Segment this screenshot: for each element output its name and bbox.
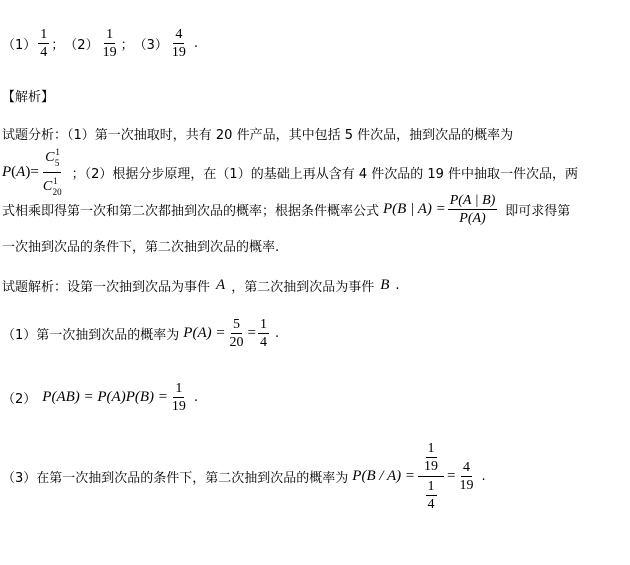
- conditional-lhs: P(B | A) =: [383, 201, 446, 217]
- analysis-line-2-text: ；（2）根据分步原理，在（1）的基础上再从含有 4 件次品的 19 件中抽取一件次品，两: [71, 167, 579, 182]
- solution-step-3: （3）在第一次抽到次品的条件下，第二次抽到次品的概率为 P(B / A) = 1 19 1 4 = $\frac{4}{19}$ .: [2, 441, 486, 512]
- answer-3-label: （3）: [133, 38, 168, 53]
- solution-step-1: （1）第一次抽到次品的概率为 P(A) = $\frac{5}{20}$ = $\frac{1}{4}$ .: [2, 317, 280, 350]
- answers-end: .: [193, 36, 199, 51]
- separator: ；: [51, 38, 65, 53]
- step-1-result: $\frac{1}{4}$: [259, 317, 267, 350]
- step-3-compound-fraction: 1 19 1 4: [418, 440, 444, 513]
- answers-line: [2, 26, 198, 61]
- answer-1-label: （1）: [2, 38, 37, 53]
- analysis-line-4: 一次抽到次品的条件下，第二次抽到次品的概率.: [2, 240, 280, 255]
- solution-intro: 试题解析：设第一次抽到次品为事件 A ，第二次抽到次品为事件 B .: [2, 277, 400, 295]
- separator: ；: [120, 38, 134, 53]
- answer-2-fraction: $\frac{1}{19}$: [102, 27, 117, 60]
- step-1-fraction: $\frac{5}{20}$: [229, 317, 244, 350]
- answer-1-fraction: $\frac{1}{4}$: [40, 27, 48, 60]
- combination-fraction: $\frac{C^1_5}{C^1_{20}}$: [41, 144, 64, 201]
- conditional-fraction: $\frac{P(A | B)}{P(A)}$: [449, 193, 496, 226]
- analysis-line-1: 试题分析：（1）第一次抽取时，共有 20 件产品，其中包括 5 件次品，抽到次品的概率为: [2, 128, 514, 143]
- solution-step-2: （2） P(AB) = P(A)P(B) = $\frac{1}{19}$ .: [2, 381, 199, 414]
- analysis-line-3: 式相乘即得第一次和第二次都抽到次品的概率；根据条件概率公式 P(B | A) = $\frac{P(A | B)}{P(A)}$ 即可求得第: [2, 193, 571, 226]
- answer-3-fraction: $\frac{4}{19}$: [171, 27, 186, 60]
- event-b: B: [380, 277, 390, 293]
- step-3-result: $\frac{4}{19}$: [459, 460, 474, 493]
- prob-symbol: P: [2, 164, 12, 180]
- event-a: A: [216, 277, 226, 293]
- analysis-heading: 【解析】: [2, 90, 55, 105]
- step-2-fraction: $\frac{1}{19}$: [171, 381, 186, 414]
- answer-2-label: （2）: [64, 38, 99, 53]
- analysis-line-2: P ( A )= $\frac{C^1_5}{C^1_{20}}$ ；（2）根据分步原理，在（1）的基础上再从含有 4 件次品的 19 件中抽取一件次品，两: [2, 144, 578, 201]
